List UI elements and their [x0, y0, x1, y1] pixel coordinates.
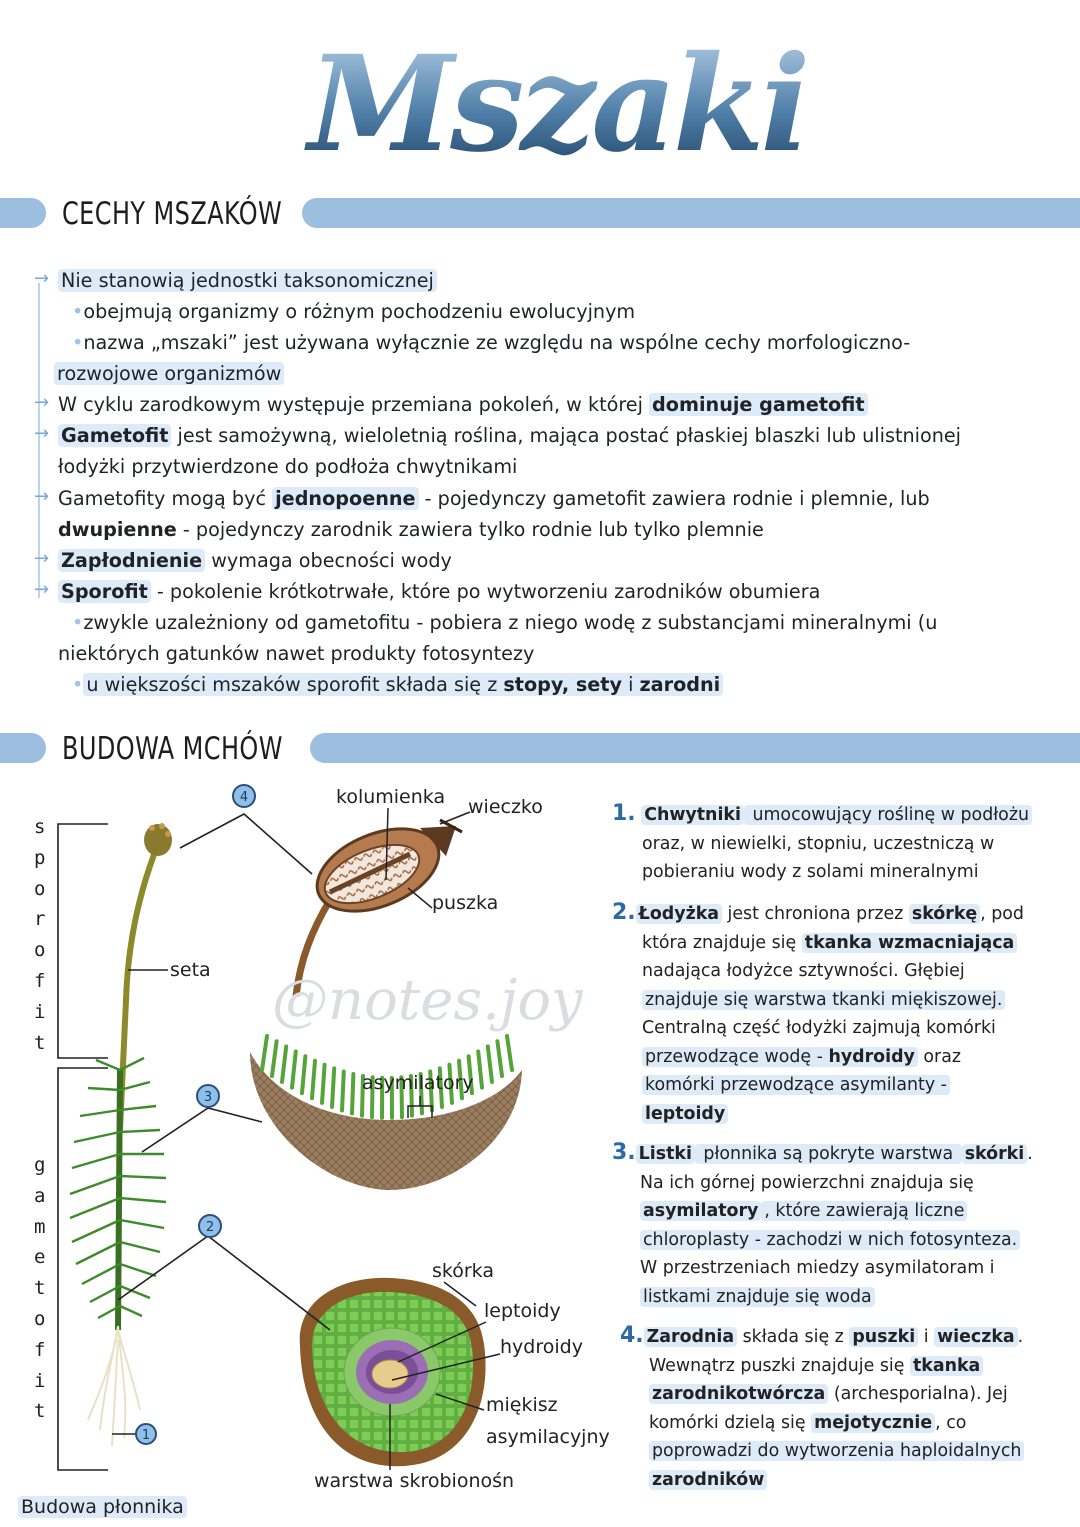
svg-text:2: 2 — [205, 1220, 215, 1235]
cechy-line: W cyklu zarodkowym występuje przemiana pokoleń, w której dominuje gametofit — [58, 392, 868, 418]
moss-plant — [70, 823, 172, 1446]
label-asymilacyjny: asymilacyjny — [486, 1426, 610, 1448]
vertical-letter: o — [34, 1308, 46, 1330]
gametofit-bracket — [58, 1068, 108, 1470]
label-hydroidy: hydroidy — [500, 1336, 583, 1358]
asymilator-filament — [352, 1074, 353, 1113]
cechy-line: •obejmują organizmy o różnym pochodzeniu ewolucyjnym — [72, 300, 636, 323]
arrow-icon: → — [34, 486, 50, 507]
svg-text:Mszaki: Mszaki — [308, 27, 807, 182]
asymilator-filament — [507, 1036, 512, 1070]
label-kolumienka: kolumienka — [336, 786, 446, 808]
stem-cross-section — [300, 1278, 486, 1466]
page-title — [300, 10, 820, 190]
vertical-letter: r — [34, 908, 46, 931]
section-title-budowa: BUDOWA MCHÓW — [62, 731, 283, 767]
cechy-line: •nazwa „mszaki” jest używana wyłącznie ze względu na wspólne cechy morfologiczno- — [72, 331, 911, 354]
cechy-line: Zapłodnienie wymaga obecności wody — [58, 548, 452, 574]
point-1: 1. Chwytniki umocowujący roślinę w podłożu oraz, w niewielki, stopniu, uczestniczą w pobieraniu wody z solami mineralnymi — [612, 800, 1032, 887]
vertical-letter: o — [34, 877, 46, 900]
vertical-letter: g — [34, 1154, 46, 1176]
label-miekisz: miękisz — [486, 1394, 558, 1416]
arrow-icon: → — [34, 548, 50, 569]
vertical-letter: t — [34, 1400, 46, 1423]
section-bar-left — [0, 198, 46, 228]
cechy-line: • u większości mszaków sporofit składa się z stopy, sety i zarodni — [72, 672, 723, 698]
cechy-line: Gametofit jest samożywną, wieloletnią roślina, mająca postać płaskiej blaszki lub ulistnionej — [58, 423, 961, 449]
vertical-letter: t — [34, 1031, 46, 1054]
point-4: 4. Zarodnia składa się z puszki i wieczka . Wewnątrz puszki znajduje się tkanka zarodnikotwórcza (archesporialna). Jej komórki dzielą się mejotycznie , co poprowadzi do wytworzenia haploidalnych zarodników — [620, 1323, 1024, 1490]
cechy-line: Sporofit - pokolenie krótkotrwałe, które po wytworzeniu zarodników obumiera — [58, 579, 820, 605]
bullet-dot-icon: • — [72, 300, 84, 323]
vertical-letter: i — [34, 1369, 46, 1392]
asymilator-filament — [292, 1051, 296, 1087]
watermark: @notes.joy — [272, 968, 583, 1033]
marker-4 — [233, 785, 255, 807]
asymilator-filament — [322, 1065, 325, 1103]
cechy-line: rozwojowe organizmów — [54, 361, 284, 387]
label-puszka: puszka — [432, 892, 499, 914]
svg-text:1: 1 — [141, 1428, 151, 1443]
arrow-icon: → — [34, 392, 50, 413]
leaf-cross-section — [250, 1036, 522, 1190]
title-graphic — [300, 10, 820, 190]
cechy-line: łodyżki przytwierdzone do podłoża chwytnikami — [58, 455, 518, 478]
section-bar-left — [0, 733, 46, 763]
asymilator-filament — [488, 1046, 492, 1081]
asymilator-filament — [342, 1071, 344, 1110]
point-3: 3. Listki płonnika są pokryte warstwa skórki . Na ich górnej powierzchni znajduja się asymilatory , które zawierają liczne chloroplasty - zachodzi w nich fotosynteza. W przestrzeniach miedzy asymilatoram i listkami znajduje się woda — [612, 1140, 1033, 1307]
sporofit-bracket — [58, 824, 108, 1058]
arrow-icon: → — [34, 268, 50, 289]
section-title-cechy: CECHY MSZAKÓW — [62, 196, 283, 232]
arrow-icon: → — [34, 579, 50, 600]
svg-text:4: 4 — [239, 790, 249, 805]
bullet-dot-icon: • — [72, 611, 84, 634]
asymilator-filament — [497, 1041, 502, 1076]
asymilator-filament — [272, 1041, 277, 1076]
asymilator-filament — [312, 1061, 315, 1099]
label-seta: seta — [170, 959, 211, 981]
marker-1 — [136, 1424, 156, 1444]
cechy-line: niektórych gatunków nawet produkty fotosyntezy — [58, 642, 535, 665]
section-bar-right — [310, 733, 1080, 763]
bullet-dot-icon: • — [72, 673, 84, 696]
marker-2 — [199, 1215, 221, 1237]
label-asymilatory: asymilatory — [362, 1072, 474, 1094]
asymilator-filament — [302, 1056, 305, 1093]
bullet-dot-icon: • — [72, 331, 84, 354]
vertical-letter: f — [34, 970, 46, 992]
cechy-line: Nie stanowią jednostki taksonomicznej — [58, 268, 437, 294]
vertical-letter: t — [34, 1277, 46, 1300]
asymilator-filament — [262, 1036, 267, 1070]
asymilator-filament — [282, 1046, 286, 1081]
figure-caption: Budowa płonnika — [18, 1496, 187, 1518]
vertical-letter: f — [34, 1338, 46, 1361]
cechy-line: •zwykle uzależniony od gametofitu - pobiera z niego wodę z substancjami mineralnymi (u — [72, 611, 938, 634]
asymilator-filament — [478, 1051, 482, 1087]
cechy-line: Gametofity mogą być jednopoenne - pojedynczy gametofit zawiera rodnie i plemnie, lub — [58, 487, 930, 510]
label-warstwa: warstwa skrobionośn — [314, 1470, 515, 1492]
vertical-letter: p — [34, 846, 46, 869]
point-2: 2. Łodyżka jest chroniona przez skórkę , pod która znajduje się tkanka wzmacniająca nadająca łodyżce sztywności. Głębiej znajduje się warstwa tkanki miękiszowej. Centralną część łodyżki zajmują komórki przewodzące wodę - hydroidy oraz komórki przewodzące asymilanty - leptoidy — [612, 900, 1024, 1124]
vertical-letter: m — [34, 1215, 46, 1238]
arrow-icon: → — [34, 423, 50, 444]
label-skorka: skórka — [432, 1260, 494, 1282]
vertical-letter: i — [34, 1000, 46, 1023]
vertical-letter: a — [34, 1184, 46, 1207]
marker-3 — [197, 1085, 219, 1107]
vertical-letter: o — [34, 939, 46, 962]
cechy-line: dwupienne - pojedynczy zarodnik zawiera tylko rodnie lub tylko plemnie — [58, 518, 764, 541]
asymilator-filament — [332, 1068, 334, 1107]
vertical-letter: e — [34, 1246, 46, 1269]
section-bar-right — [302, 198, 1080, 228]
label-leptoidy: leptoidy — [484, 1300, 561, 1322]
svg-text:3: 3 — [203, 1090, 213, 1105]
vertical-letter: s — [34, 816, 46, 838]
label-wieczko: wieczko — [468, 796, 543, 818]
